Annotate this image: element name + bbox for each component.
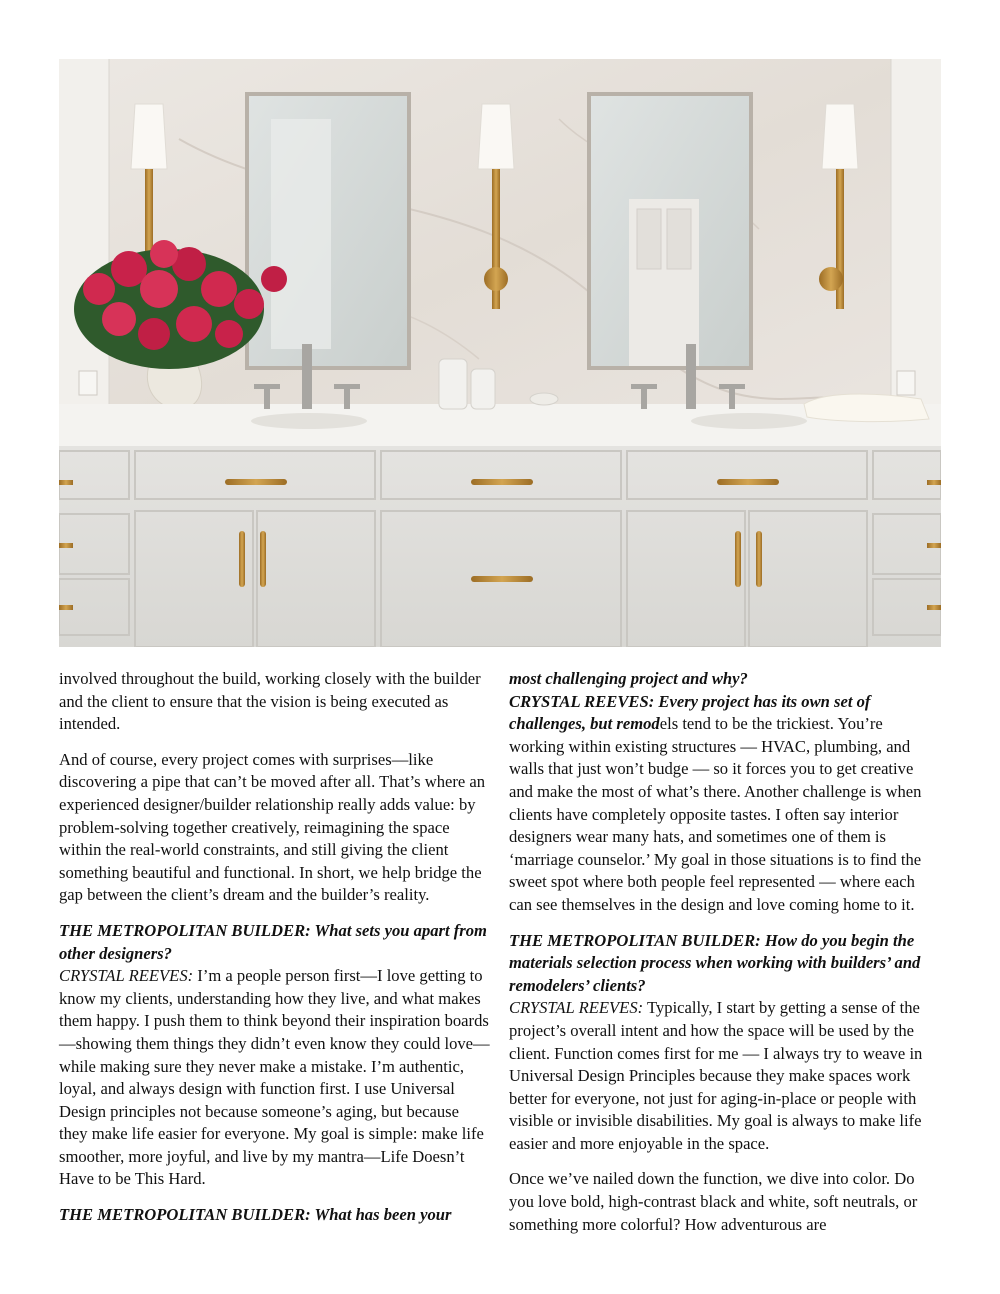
answer: els tend to be the trickiest. You’re working within existing structures — HVAC, plumbing, and walls that just won’t budge — so it forces you to get creative and make the most of what’s there. Another challenge is when clients have completely opposite tastes. I often say interior designers wear many hats, and sometimes one of them is ‘marriage counselor.’ My goal in those situations is to find the sweet spot where both people feel represented — where each can see themselves in the design and love coming home to it.	[509, 714, 922, 914]
bathroom-vanity-photo	[59, 59, 941, 647]
paragraph: involved throughout the build, working closely with the builder and the client to ensure that the vision is being executed as intended.	[59, 669, 481, 734]
question: THE METROPOLITAN BUILDER: How do you begin the materials selection process when working with builders’ and remodelers’ clients?	[509, 930, 921, 995]
qa-block	[59, 920, 491, 1191]
paragraph: Once we’ve nailed down the function, we dive into color. Do you love bold, high-contrast black and white, soft neutrals, or something more colorful? How adventurous are	[509, 1169, 918, 1234]
qa-block	[509, 930, 941, 1156]
question: most challenging project and why?	[509, 669, 748, 688]
speaker: CRYSTAL REEVES:	[59, 966, 194, 986]
question: THE METROPOLITAN BUILDER: What has been your	[59, 1205, 452, 1225]
paragraph: And of course, every project comes with surprises—like discovering a pipe that can’t be moved after all. That’s where an experienced designer/builder relationship really adds value: by problem-solving together creatively, reimagining the space within the real-world constraints, and still giving the client something beautiful and functional. In short, we help bridge the gap between the client’s dream and the builder’s reality.	[59, 749, 486, 905]
answer-bold: CRYSTAL REEVES: Every project has its own set of challenges, but remod	[509, 691, 871, 734]
speaker: CRYSTAL REEVES:	[509, 998, 644, 1018]
left-text-column	[59, 668, 491, 1240]
right-text-column	[509, 668, 941, 1249]
answer: I’m a people person first—I love getting to know my clients, understanding how they live, and what makes them happy. I push them to think beyond their inspiration boards—showing them things they didn’t even know they could love—while making sure they never make a mistake. I’m authentic, loyal, and always design with function first. I use Universal Design principles not because someone’s aging, but because they make life easier for everyone. My goal is simple: make life smoother, more joyful, and live by my mantra—Life Doesn’t Have to be This Hard.	[59, 966, 490, 1189]
answer: Typically, I start by getting a sense of the project’s overall intent and how the space will be used by the client. Function comes first for me — I always try to weave in Universal Design Principles because they make spaces work better for everyone, not just for aging-in-place or people with visible or invisible disabilities. My goal is always to make life easier and more enjoyable in the space.	[509, 998, 923, 1153]
vanity-cabinet	[59, 446, 941, 647]
qa-block	[509, 668, 941, 917]
question: THE METROPOLITAN BUILDER: What sets you apart from other designers?	[59, 920, 487, 963]
